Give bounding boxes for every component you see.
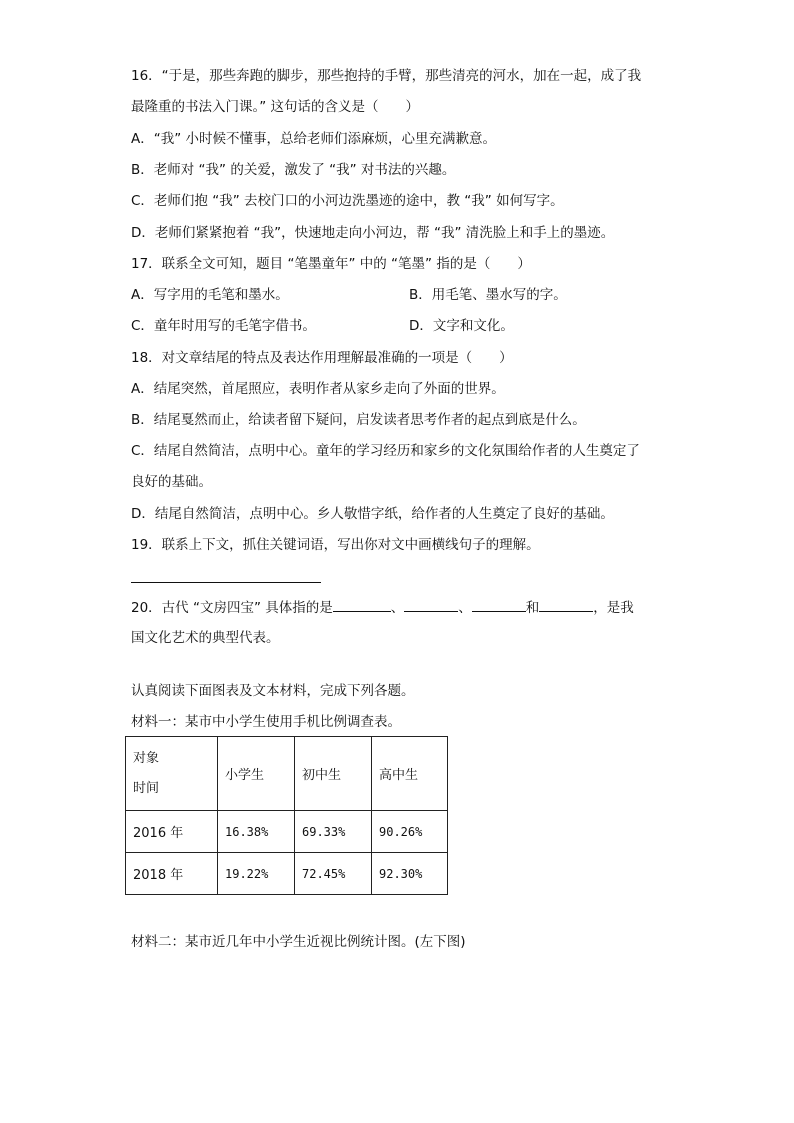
q17-stem: 17．联系全文可知，题目 “笔墨童年” 中的 “笔墨” 指的是（ ） — [131, 256, 531, 272]
table-row — [126, 811, 448, 853]
q17-option-c: C．童年时用写的毛笔字借书。 — [131, 318, 316, 334]
q20-sep3: 和 — [525, 600, 540, 616]
q20-line1 — [131, 597, 634, 618]
table-row — [126, 853, 448, 895]
q16-option-a: A．“我” 小时候不懂事，总给老师们添麻烦，心里充满歉意。 — [131, 131, 497, 147]
material2-title: 材料二：某市近几年中小学生近视比例统计图。(左下图) — [131, 934, 466, 950]
q19-answer-line[interactable] — [131, 582, 321, 583]
table-header-row — [126, 737, 448, 811]
q20-blank-2[interactable] — [404, 597, 458, 612]
table-corner-cell — [126, 737, 218, 811]
q20-blank-1[interactable] — [333, 597, 391, 612]
q18-option-d: D．结尾自然简洁，点明中心。乡人敬惜字纸，给作者的人生奠定了良好的基础。 — [131, 506, 614, 522]
q17-option-b: B．用毛笔、墨水写的字。 — [409, 287, 567, 303]
corner-label-object: 对象 — [133, 750, 160, 766]
cell-value: 69.33% — [295, 811, 372, 853]
q18-stem: 18．对文章结尾的特点及表达作用理解最准确的一项是（ ） — [131, 350, 513, 366]
q16-option-b: B．老师对 “我” 的关爱，激发了 “我” 对书法的兴趣。 — [131, 162, 456, 178]
header-primary: 小学生 — [218, 737, 295, 811]
q19-stem: 19．联系上下文，抓住关键词语，写出你对文中画横线句子的理解。 — [131, 537, 540, 553]
row-year: 2018 年 — [126, 853, 218, 895]
material1-title: 材料一：某市中小学生使用手机比例调查表。 — [131, 714, 401, 730]
q17-option-d: D．文字和文化。 — [409, 318, 514, 334]
q20-sep2: 、 — [458, 600, 472, 616]
q20-suffix: ，是我 — [593, 600, 634, 616]
reading-intro: 认真阅读下面图表及文本材料，完成下列各题。 — [131, 683, 415, 699]
q16-stem-line2: 最隆重的书法入门课。” 这句话的含义是（ ） — [131, 99, 420, 115]
q20-line2: 国文化艺术的典型代表。 — [131, 630, 280, 646]
cell-value: 92.30% — [372, 853, 448, 895]
row-year: 2016 年 — [126, 811, 218, 853]
q18-option-c-line2: 良好的基础。 — [131, 474, 212, 490]
q20-blank-3[interactable] — [472, 597, 526, 612]
q17-options-row2 — [131, 316, 631, 336]
cell-value: 90.26% — [372, 811, 448, 853]
q18-option-b: B．结尾戛然而止，给读者留下疑问，启发读者思考作者的起点到底是什么。 — [131, 412, 586, 428]
header-senior: 高中生 — [372, 737, 448, 811]
q16-option-c: C．老师们抱 “我” 去校门口的小河边洗墨迹的途中，教 “我” 如何写字。 — [131, 193, 564, 209]
q20-sep1: 、 — [390, 600, 405, 616]
cell-value: 16.38% — [218, 811, 295, 853]
q18-option-c-line1: C．结尾自然简洁，点明中心。童年的学习经历和家乡的文化氛围给作者的人生奠定了 — [131, 443, 640, 459]
cell-value: 72.45% — [295, 853, 372, 895]
header-junior: 初中生 — [295, 737, 372, 811]
q20-prefix: 20．古代 “文房四宝” 具体指的是 — [131, 600, 333, 616]
q16-option-d: D．老师们紧紧抱着 “我”，快速地走向小河边，帮 “我” 清洗脸上和手上的墨迹。 — [131, 225, 615, 241]
q17-options-row1 — [131, 285, 631, 305]
phone-usage-table — [125, 736, 448, 895]
cell-value: 19.22% — [218, 853, 295, 895]
q16-stem-line1: 16．“于是，那些奔跑的脚步，那些抱持的手臂，那些清亮的河水，加在一起，成了我 — [131, 68, 642, 84]
q18-option-a: A．结尾突然，首尾照应，表明作者从家乡走向了外面的世界。 — [131, 381, 505, 397]
q17-option-a: A．写字用的毛笔和墨水。 — [131, 287, 289, 303]
corner-label-time: 时间 — [133, 780, 160, 796]
q20-blank-4[interactable] — [539, 597, 593, 612]
